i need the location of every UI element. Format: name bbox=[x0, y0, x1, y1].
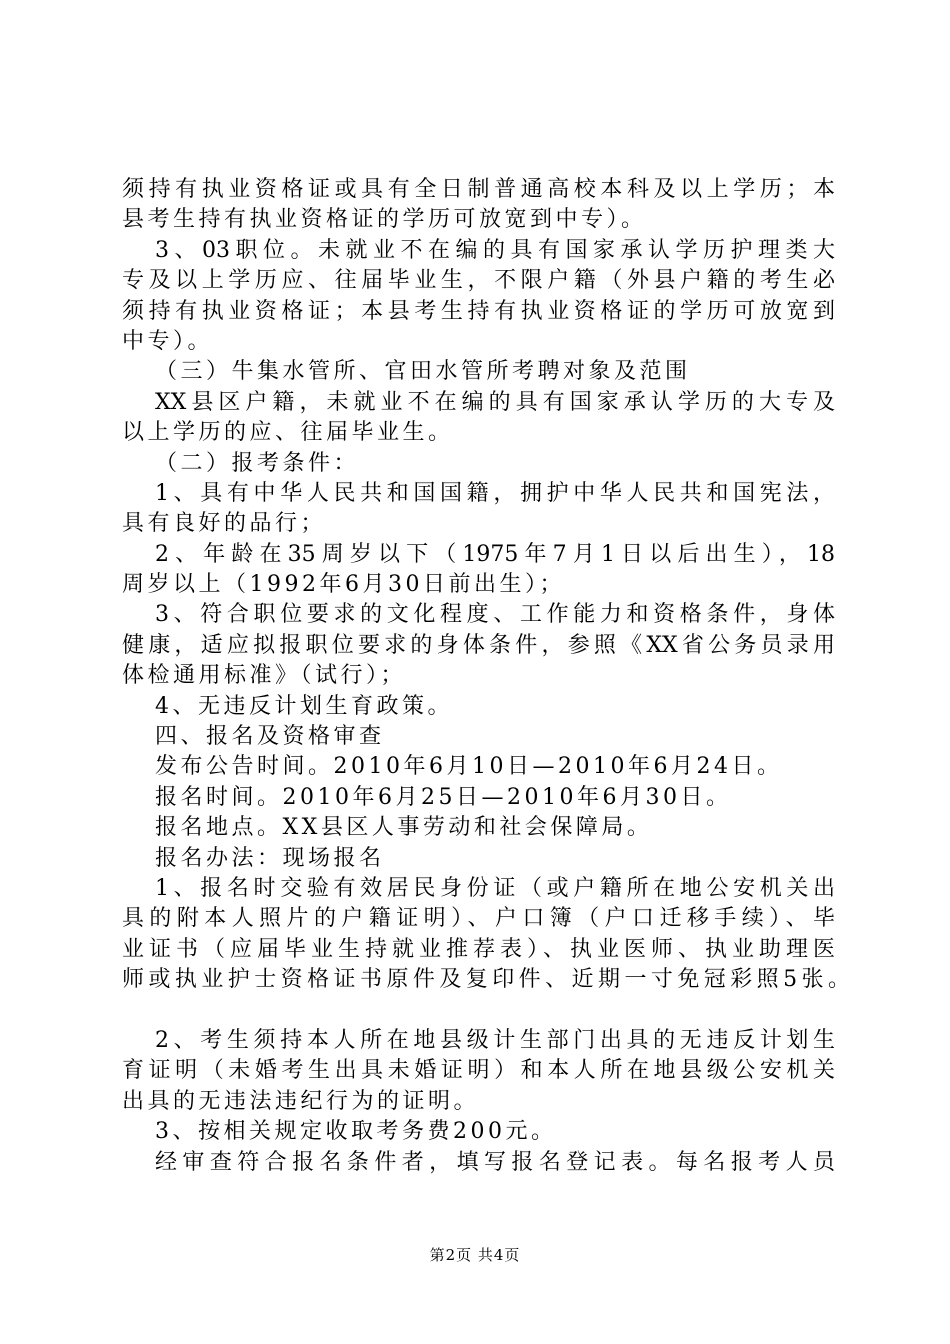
text-line: （二）报考条件： bbox=[155, 450, 360, 476]
text-line: 中专）。 bbox=[122, 328, 214, 354]
text-line: 2、考生须持本人所在地县级计生部门出具的无违反计划生 bbox=[155, 1027, 835, 1053]
text-line: 3、符合职位要求的文化程度、工作能力和资格条件，身体 bbox=[155, 602, 835, 628]
text-line: 报名时间。2010年6月25日—2010年6月30日。 bbox=[155, 784, 732, 810]
text-line: 具的附本人照片的户籍证明）、户口簿（户口迁移手续）、毕 bbox=[122, 906, 835, 932]
text-line: 须持有执业资格证；本县考生持有执业资格证的学历可放宽到 bbox=[122, 298, 835, 324]
text-line: （三）牛集水管所、官田水管所考聘对象及范围 bbox=[155, 359, 691, 385]
text-line: 师或执业护士资格证书原件及复印件、近期一寸免冠彩照5张。 bbox=[122, 967, 850, 993]
text-line: 3、按相关规定收取考务费200元。 bbox=[155, 1119, 557, 1145]
blank-line bbox=[122, 996, 835, 1026]
text-line: 四、报名及资格审查 bbox=[155, 724, 385, 750]
text-line: 以上学历的应、往届毕业生。 bbox=[122, 420, 454, 446]
text-line: 报名办法：现场报名 bbox=[155, 845, 385, 871]
text-line: 出具的无违法违纪行为的证明。 bbox=[122, 1088, 480, 1114]
text-line: 发布公告时间。2010年6月10日—2010年6月24日。 bbox=[155, 754, 783, 780]
text-line: 报名地点。XX县区人事劳动和社会保障局。 bbox=[155, 815, 653, 841]
text-line: 专及以上学历应、往届毕业生，不限户籍（外县户籍的考生必 bbox=[122, 268, 835, 294]
page-footer: 第2页 共4页 bbox=[429, 1246, 521, 1264]
text-line: 须持有执业资格证或具有全日制普通高校本科及以上学历；本 bbox=[122, 177, 835, 202]
text-line: 县考生持有执业资格证的学历可放宽到中专）。 bbox=[122, 207, 647, 233]
text-line: 1、具有中华人民共和国国籍，拥护中华人民共和国宪法， bbox=[155, 480, 835, 506]
text-line: 1、报名时交验有效居民身份证（或户籍所在地公安机关出 bbox=[155, 875, 835, 901]
text-line: 具有良好的品行； bbox=[122, 511, 327, 537]
text-line: 体检通用标准》（试行）； bbox=[122, 663, 407, 689]
text-line: 业证书（应届毕业生持就业推荐表）、执业医师、执业助理医 bbox=[122, 936, 835, 962]
text-line: XX县区户籍，未就业不在编的具有国家承认学历的大专及 bbox=[155, 389, 835, 415]
text-line: 周岁以上（1992年6月30日前出生）； bbox=[122, 572, 565, 598]
document-body bbox=[122, 175, 850, 1178]
text-line: 3、03职位。未就业不在编的具有国家承认学历护理类大 bbox=[155, 237, 835, 263]
text-line: 4、无违反计划生育政策。 bbox=[155, 693, 453, 719]
text-line: 经审查符合报名条件者，填写报名登记表。每名报考人员 bbox=[155, 1149, 835, 1175]
text-line: 育证明（未婚考生出具未婚证明）和本人所在地县级公安机关 bbox=[122, 1058, 835, 1084]
text-line: 健康，适应拟报职位要求的身体条件，参照《XX省公务员录用 bbox=[122, 632, 835, 658]
text-line: 2、年龄在35周岁以下（1975年7月1日以后出生），18 bbox=[155, 541, 835, 567]
